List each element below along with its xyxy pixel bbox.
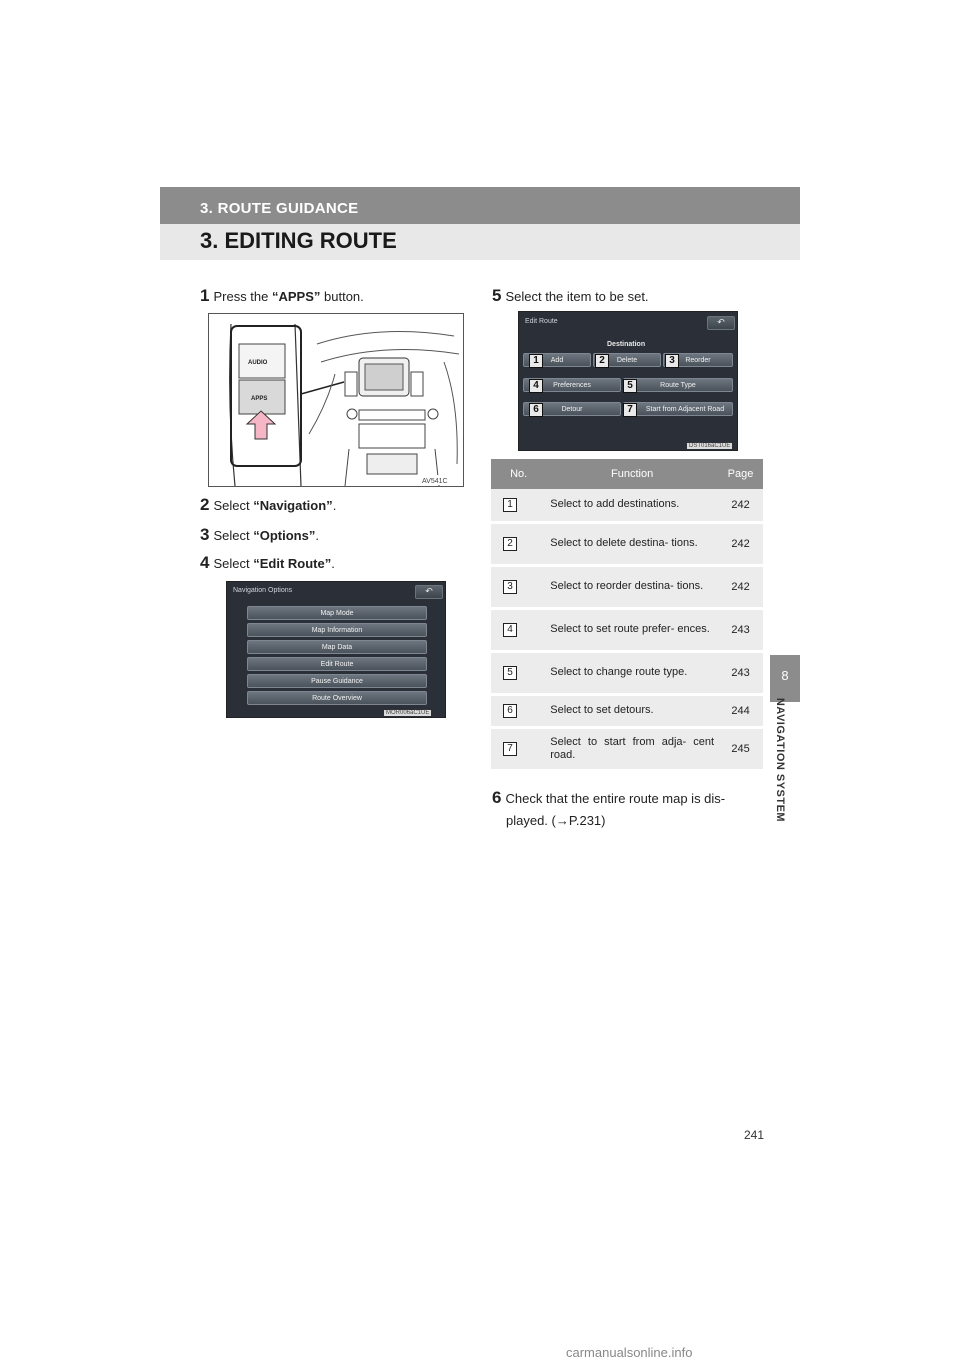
step-3 <box>200 525 319 545</box>
step-6-line-2: played. (→P.231) <box>506 813 606 828</box>
step-number: 1 <box>200 286 210 305</box>
marker-6: 6 <box>529 403 543 417</box>
row-function: Select to add destinations. <box>546 489 718 522</box>
route-overview-button[interactable]: Route Overview <box>247 691 427 705</box>
step-text-end: . <box>315 528 319 543</box>
audio-button-label: AUDIO <box>248 360 268 366</box>
row-function: Select to start from adja- cent road. <box>546 727 718 770</box>
row-function: Select to set detours. <box>546 694 718 727</box>
step-number: 5 <box>492 286 502 305</box>
row-number <box>491 651 546 694</box>
add-label: Add <box>550 357 564 364</box>
step-1 <box>200 286 364 306</box>
marker-2: 2 <box>595 354 609 368</box>
chapter-number: 8 <box>781 668 789 683</box>
screen-title: Edit Route <box>525 318 558 325</box>
row-number <box>491 727 546 770</box>
row-page: 242 <box>718 565 763 608</box>
header-page: Page <box>718 459 763 489</box>
number-box: 2 <box>503 537 517 551</box>
table-row <box>491 608 763 651</box>
marker-4: 4 <box>529 379 543 393</box>
marker-1: 1 <box>529 354 543 368</box>
row-number <box>491 522 546 565</box>
page-number: 241 <box>744 1128 765 1142</box>
table-header-row <box>491 459 763 489</box>
watermark: carmanualsonline.info <box>566 1345 693 1360</box>
destination-label: Destination <box>607 341 646 348</box>
step-text: Select <box>213 556 254 571</box>
table-row <box>491 489 763 522</box>
route-type-label: Route Type <box>660 382 696 389</box>
apps-button-label: APPS <box>251 396 268 402</box>
step-6 <box>492 787 725 832</box>
delete-label: Delete <box>616 357 638 364</box>
edit-route-button[interactable]: Edit Route <box>247 657 427 671</box>
map-information-button[interactable]: Map Information <box>247 623 427 637</box>
step-text: Select <box>213 498 254 513</box>
table-row <box>491 727 763 770</box>
table-row <box>491 651 763 694</box>
route-type-button[interactable] <box>623 378 733 392</box>
detour-label: Detour <box>561 406 583 413</box>
number-box: 6 <box>503 704 517 718</box>
number-box: 7 <box>503 742 517 756</box>
table-row <box>491 522 763 565</box>
figure-code: MOR006aC1UE <box>386 710 430 716</box>
start-from-adjacent-road-label: Start from Adjacent Road <box>645 406 725 413</box>
preferences-label: Preferences <box>553 382 591 389</box>
row-function: Select to change route type. <box>546 651 718 694</box>
number-box: 4 <box>503 623 517 637</box>
row-number <box>491 608 546 651</box>
step-text-end: . <box>331 556 335 571</box>
step-number: 6 <box>492 788 502 807</box>
step-keyword: “Edit Route” <box>253 556 332 571</box>
page-title: 3. EDITING ROUTE <box>200 228 397 253</box>
step-keyword: “APPS” <box>272 289 321 304</box>
row-page: 242 <box>718 522 763 565</box>
step-text: Select the item to be set. <box>505 289 649 304</box>
chapter-label: NAVIGATION SYSTEM <box>774 697 786 823</box>
map-data-button[interactable]: Map Data <box>247 640 427 654</box>
row-page: 242 <box>718 489 763 522</box>
row-page: 244 <box>718 694 763 727</box>
table-row <box>491 565 763 608</box>
row-number <box>491 489 546 522</box>
table-row <box>491 694 763 727</box>
step-4 <box>200 553 335 573</box>
edit-route-screen <box>518 311 738 451</box>
start-from-adjacent-road-button[interactable] <box>623 402 733 416</box>
row-number <box>491 694 546 727</box>
row-function: Select to set route prefer- ences. <box>546 608 718 651</box>
marker-3: 3 <box>665 354 679 368</box>
marker-7: 7 <box>623 403 637 417</box>
row-page: 243 <box>718 608 763 651</box>
step-text: Press the <box>213 289 272 304</box>
row-function: Select to delete destina- tions. <box>546 522 718 565</box>
navigation-options-screen <box>226 581 446 718</box>
step-6-line-1 <box>492 787 725 810</box>
row-page: 245 <box>718 727 763 770</box>
section-label: 3. ROUTE GUIDANCE <box>200 200 359 217</box>
row-number <box>491 565 546 608</box>
number-box: 1 <box>503 498 517 512</box>
step-text: Check that the entire route map is dis- <box>505 791 726 806</box>
step-number: 3 <box>200 525 210 544</box>
step-5 <box>492 286 649 306</box>
header-no: No. <box>491 459 546 489</box>
step-text-end: . <box>332 498 337 513</box>
step-text: Select <box>213 528 254 543</box>
step-text-end: button. <box>320 289 364 304</box>
header-function: Function <box>546 459 718 489</box>
screen-title: Navigation Options <box>233 587 293 594</box>
back-icon[interactable]: ↶ <box>707 316 735 330</box>
row-page: 243 <box>718 651 763 694</box>
map-mode-button[interactable]: Map Mode <box>247 606 427 620</box>
pause-guidance-button[interactable]: Pause Guidance <box>247 674 427 688</box>
number-box: 3 <box>503 580 517 594</box>
figure-code: DST016aC1UE <box>689 443 731 449</box>
step-number: 4 <box>200 553 210 572</box>
step-keyword: “Options” <box>253 528 316 543</box>
figure-code: AV541C <box>422 478 448 485</box>
function-table <box>491 459 763 772</box>
step-keyword: “Navigation” <box>253 498 333 513</box>
number-box: 5 <box>503 666 517 680</box>
dashboard-illustration <box>208 313 464 487</box>
row-function: Select to reorder destina- tions. <box>546 565 718 608</box>
reorder-label: Reorder <box>685 357 711 364</box>
dashboard-drawing <box>209 314 464 487</box>
marker-5: 5 <box>623 379 637 393</box>
step-2 <box>200 495 336 515</box>
step-number: 2 <box>200 495 210 514</box>
back-icon[interactable]: ↶ <box>415 585 443 599</box>
